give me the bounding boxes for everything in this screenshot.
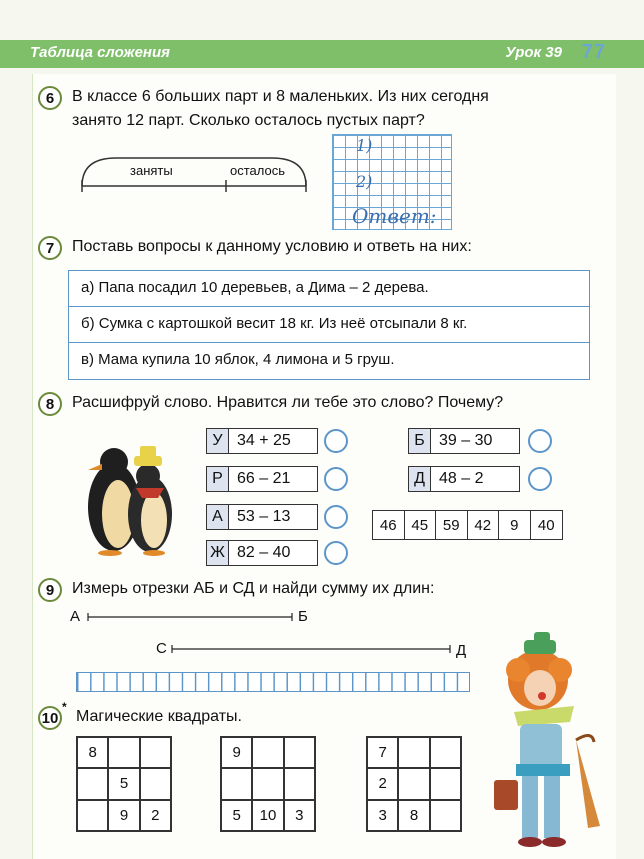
segment-ab-end-label: Б bbox=[298, 608, 308, 625]
segment-cd bbox=[170, 644, 452, 654]
code-u bbox=[206, 428, 318, 454]
code-r-expression: 66 – 21 bbox=[237, 470, 291, 487]
segment-ab-start-label: А bbox=[70, 608, 81, 625]
magic-cell[interactable] bbox=[221, 768, 252, 799]
magic-cell[interactable]: 2 bbox=[140, 800, 171, 831]
magic-cell[interactable]: 8 bbox=[398, 800, 429, 831]
answer-circle-r[interactable] bbox=[324, 467, 348, 491]
statement-a bbox=[68, 270, 590, 308]
code-b bbox=[408, 428, 520, 454]
magic-cell[interactable] bbox=[284, 768, 315, 799]
code-a-expression: 53 – 13 bbox=[237, 508, 291, 525]
code-d-expression: 48 – 2 bbox=[439, 470, 484, 487]
segment-cd-end-label: Д bbox=[456, 642, 467, 659]
penguins-illustration bbox=[74, 432, 184, 557]
code-a-letter: А bbox=[207, 505, 229, 529]
answer-circle-a[interactable] bbox=[324, 505, 348, 529]
magic-cell[interactable]: 5 bbox=[108, 768, 139, 799]
magic-square-3 bbox=[366, 736, 462, 832]
answer-circle-zh[interactable] bbox=[324, 541, 348, 565]
task-6-line-1: В классе 6 больших парт и 8 маленьких. Из них сегодня bbox=[72, 88, 489, 105]
code-r-letter: Р bbox=[207, 467, 229, 491]
code-zh-letter: Ж bbox=[207, 541, 229, 565]
answer-row bbox=[372, 510, 563, 540]
solution-step-1: 1) bbox=[356, 136, 373, 155]
task-9-number: 9 bbox=[38, 578, 62, 602]
magic-cell[interactable]: 3 bbox=[367, 800, 398, 831]
code-a bbox=[206, 504, 318, 530]
magic-square-2 bbox=[220, 736, 316, 832]
magic-cell[interactable] bbox=[252, 737, 283, 768]
answer-circle-u[interactable] bbox=[324, 429, 348, 453]
statement-b bbox=[68, 306, 590, 344]
task-8-number: 8 bbox=[38, 392, 62, 416]
section-title: Таблица сложения bbox=[30, 44, 170, 61]
task-6-line-2: занято 12 парт. Сколько осталось пустых парт? bbox=[72, 112, 425, 129]
statement-b-text: б) Сумка с картошкой весит 18 кг. Из неё отсыпали 8 кг. bbox=[81, 315, 468, 332]
answer-strip[interactable] bbox=[76, 672, 470, 692]
answer-cell[interactable]: 40 bbox=[537, 516, 555, 534]
magic-cell[interactable] bbox=[430, 768, 461, 799]
magic-cell[interactable]: 2 bbox=[367, 768, 398, 799]
magic-cell[interactable] bbox=[77, 768, 108, 799]
task-9-prompt: Измерь отрезки АБ и СД и найди сумму их длин: bbox=[72, 580, 435, 597]
magic-square-1 bbox=[76, 736, 172, 832]
magic-cell[interactable]: 9 bbox=[221, 737, 252, 768]
code-u-letter: У bbox=[207, 429, 229, 453]
segment-ab bbox=[86, 612, 294, 622]
magic-cell[interactable] bbox=[398, 737, 429, 768]
code-d-letter: Д bbox=[409, 467, 431, 491]
answer-cell[interactable]: 9 bbox=[499, 511, 531, 539]
answer-circle-b[interactable] bbox=[528, 429, 552, 453]
magic-cell[interactable] bbox=[430, 737, 461, 768]
magic-cell[interactable] bbox=[430, 800, 461, 831]
task-7-prompt: Поставь вопросы к данному условию и ответь на них: bbox=[72, 238, 472, 255]
magic-cell[interactable] bbox=[140, 737, 171, 768]
magic-cell[interactable]: 10 bbox=[252, 800, 283, 831]
statement-c-text: в) Мама купила 10 яблок, 4 лимона и 5 груш. bbox=[81, 351, 395, 368]
magic-cell[interactable]: 3 bbox=[284, 800, 315, 831]
clown-girl-illustration bbox=[484, 630, 604, 855]
code-r bbox=[206, 466, 318, 492]
magic-cell[interactable]: 5 bbox=[221, 800, 252, 831]
task-7-number: 7 bbox=[38, 236, 62, 260]
answer-cell[interactable]: 46 bbox=[373, 511, 405, 539]
code-b-expression: 39 – 30 bbox=[439, 432, 493, 449]
answer-circle-d[interactable] bbox=[528, 467, 552, 491]
page-number: 77 bbox=[581, 41, 606, 63]
code-zh bbox=[206, 540, 318, 566]
magic-cell[interactable] bbox=[77, 800, 108, 831]
diagram-label-remaining: осталось bbox=[230, 163, 286, 178]
magic-cell[interactable]: 9 bbox=[108, 800, 139, 831]
answer-cell[interactable]: 45 bbox=[405, 511, 437, 539]
segment-cd-start-label: С bbox=[156, 640, 167, 657]
code-b-letter: Б bbox=[409, 429, 431, 453]
solution-step-2: 2) bbox=[356, 172, 373, 191]
task-8-prompt: Расшифруй слово. Нравится ли тебе это слово? Почему? bbox=[72, 394, 504, 411]
magic-cell[interactable] bbox=[252, 768, 283, 799]
task-6-number: 6 bbox=[38, 86, 62, 110]
answer-cell[interactable]: 42 bbox=[468, 511, 500, 539]
lesson-label: Урок 39 bbox=[505, 44, 562, 61]
magic-cell[interactable] bbox=[398, 768, 429, 799]
magic-cell[interactable]: 7 bbox=[367, 737, 398, 768]
solution-answer-label: Ответ: bbox=[352, 204, 437, 228]
magic-cell[interactable]: 8 bbox=[77, 737, 108, 768]
code-u-expression: 34 + 25 bbox=[237, 432, 291, 449]
task-10-prompt: Магические квадраты. bbox=[76, 708, 242, 725]
page-header bbox=[0, 40, 644, 68]
star-mark: * bbox=[62, 700, 67, 714]
magic-cell[interactable] bbox=[108, 737, 139, 768]
diagram-label-occupied: заняты bbox=[130, 163, 173, 178]
statement-c bbox=[68, 342, 590, 380]
code-d bbox=[408, 466, 520, 492]
code-zh-expression: 82 – 40 bbox=[237, 544, 291, 561]
magic-cell[interactable] bbox=[284, 737, 315, 768]
magic-cell[interactable] bbox=[140, 768, 171, 799]
answer-cell[interactable]: 59 bbox=[436, 511, 468, 539]
task-10-number: 10 bbox=[38, 706, 62, 730]
statement-a-text: а) Папа посадил 10 деревьев, а Дима – 2 дерева. bbox=[81, 279, 429, 296]
